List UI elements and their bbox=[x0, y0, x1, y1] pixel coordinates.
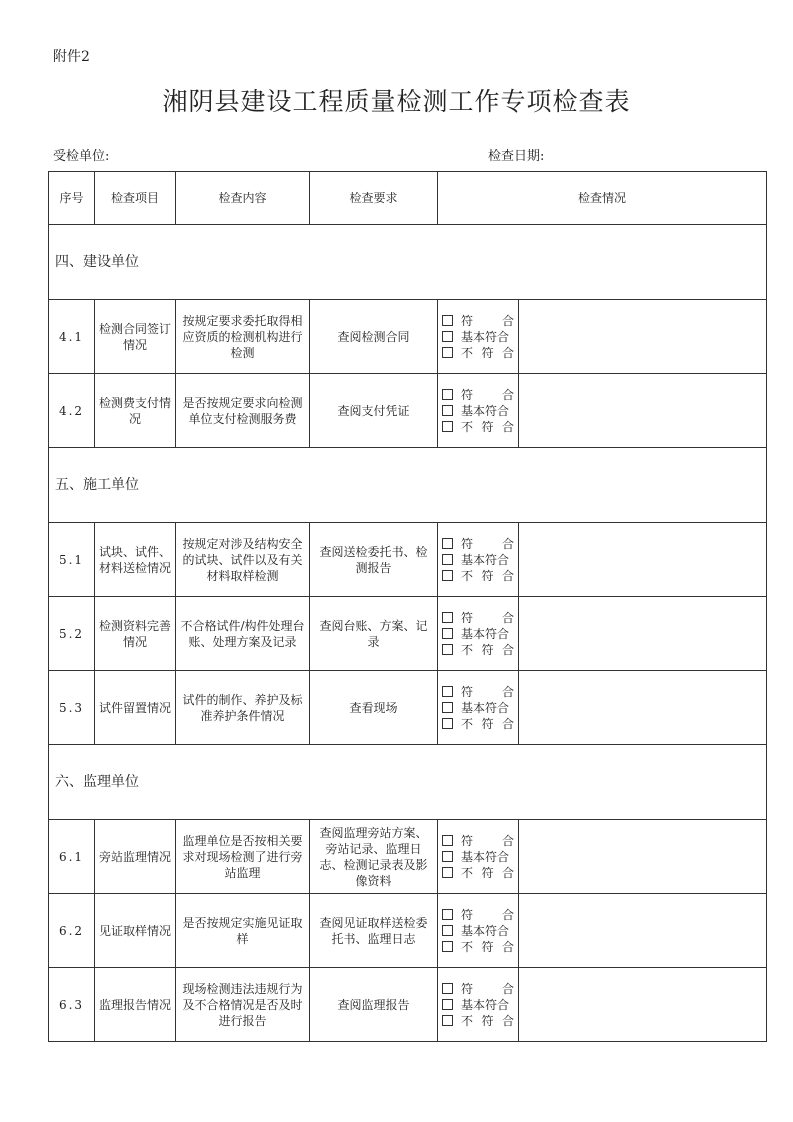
option-label-part: 基本符合 bbox=[461, 700, 510, 715]
option-conform[interactable] bbox=[442, 684, 514, 700]
option-label-part: 合 bbox=[501, 536, 514, 551]
row-number: 6.2 bbox=[49, 894, 95, 968]
option-nonconform[interactable] bbox=[442, 865, 514, 881]
status-options bbox=[438, 894, 519, 968]
option-nonconform[interactable] bbox=[442, 345, 514, 361]
option-label bbox=[461, 419, 514, 435]
check-item: 旁站监理情况 bbox=[95, 820, 176, 894]
check-requirement: 查阅监理报告 bbox=[310, 968, 438, 1042]
option-label-part: 符 bbox=[461, 610, 474, 625]
checkbox-icon[interactable] bbox=[442, 554, 453, 565]
checkbox-icon[interactable] bbox=[442, 421, 453, 432]
option-label-part: 不 bbox=[461, 568, 474, 583]
row-number: 4.2 bbox=[49, 374, 95, 448]
check-content: 现场检测违法违规行为及不合格情况是否及时进行报告 bbox=[176, 968, 310, 1042]
column-header-item: 检查项目 bbox=[95, 172, 176, 225]
option-label-part: 合 bbox=[501, 313, 514, 328]
option-label bbox=[461, 626, 514, 642]
check-content: 是否按规定要求向检测单位支付检测服务费 bbox=[176, 374, 310, 448]
table-row bbox=[49, 597, 767, 671]
option-label-part: 不 bbox=[461, 419, 474, 434]
option-label-part: 不 bbox=[461, 865, 474, 880]
option-label bbox=[461, 536, 514, 552]
checkbox-icon[interactable] bbox=[442, 628, 453, 639]
status-notes-cell[interactable] bbox=[519, 671, 767, 745]
inspected-unit-label: 受检单位: bbox=[53, 149, 110, 164]
option-label-part: 符 bbox=[481, 345, 494, 360]
option-label-part: 不 bbox=[461, 345, 474, 360]
option-label bbox=[461, 568, 514, 584]
check-content: 监理单位是否按相关要求对现场检测了进行旁站监理 bbox=[176, 820, 310, 894]
option-conform[interactable] bbox=[442, 313, 514, 329]
checkbox-icon[interactable] bbox=[442, 331, 453, 342]
option-label bbox=[461, 981, 514, 997]
option-label-part: 符 bbox=[461, 536, 474, 551]
checkbox-icon[interactable] bbox=[442, 867, 453, 878]
check-content: 是否按规定实施见证取样 bbox=[176, 894, 310, 968]
check-requirement: 查阅检测合同 bbox=[310, 300, 438, 374]
option-nonconform[interactable] bbox=[442, 568, 514, 584]
option-label-part: 符 bbox=[461, 313, 474, 328]
status-options bbox=[438, 671, 519, 745]
column-header-no: 序号 bbox=[49, 172, 95, 225]
checkbox-icon[interactable] bbox=[442, 851, 453, 862]
option-label-part: 不 bbox=[461, 716, 474, 731]
option-label-part: 符 bbox=[461, 684, 474, 699]
status-notes-cell[interactable] bbox=[519, 968, 767, 1042]
table-row bbox=[49, 968, 767, 1042]
option-label-part: 不 bbox=[461, 642, 474, 657]
option-label-part: 符 bbox=[461, 981, 474, 996]
option-label-part: 合 bbox=[501, 865, 514, 880]
option-conform[interactable] bbox=[442, 833, 514, 849]
option-label bbox=[461, 716, 514, 732]
check-item: 监理报告情况 bbox=[95, 968, 176, 1042]
option-nonconform[interactable] bbox=[442, 716, 514, 732]
table-row bbox=[49, 820, 767, 894]
option-label bbox=[461, 610, 514, 626]
option-label-part: 合 bbox=[501, 345, 514, 360]
section-title: 六、监理单位 bbox=[49, 745, 767, 820]
option-label-part: 合 bbox=[501, 1013, 514, 1028]
option-label-part: 基本符合 bbox=[461, 329, 510, 344]
status-notes-cell[interactable] bbox=[519, 894, 767, 968]
option-label-part: 符 bbox=[461, 833, 474, 848]
table-row bbox=[49, 523, 767, 597]
option-label bbox=[461, 387, 514, 403]
table-row bbox=[49, 671, 767, 745]
check-item: 试块、试件、材料送检情况 bbox=[95, 523, 176, 597]
option-label-part: 合 bbox=[501, 419, 514, 434]
check-requirement: 查阅台账、方案、记录 bbox=[310, 597, 438, 671]
checkbox-icon[interactable] bbox=[442, 644, 453, 655]
option-label-part: 不 bbox=[461, 939, 474, 954]
option-label-part: 基本符合 bbox=[461, 997, 510, 1012]
check-content: 按规定要求委托取得相应资质的检测机构进行检测 bbox=[176, 300, 310, 374]
checkbox-icon[interactable] bbox=[442, 389, 453, 400]
option-label bbox=[461, 684, 514, 700]
option-label bbox=[461, 403, 514, 419]
option-label bbox=[461, 923, 514, 939]
column-header-status: 检查情况 bbox=[438, 172, 767, 225]
table-row bbox=[49, 300, 767, 374]
checkbox-icon[interactable] bbox=[442, 686, 453, 697]
option-label bbox=[461, 345, 514, 361]
checkbox-icon[interactable] bbox=[442, 405, 453, 416]
status-notes-cell[interactable] bbox=[519, 820, 767, 894]
option-label bbox=[461, 313, 514, 329]
option-basic-conform[interactable] bbox=[442, 700, 514, 716]
option-label-part: 合 bbox=[501, 939, 514, 954]
section-title: 五、施工单位 bbox=[49, 448, 767, 523]
row-number: 6.1 bbox=[49, 820, 95, 894]
checkbox-icon[interactable] bbox=[442, 909, 453, 920]
option-label bbox=[461, 700, 514, 716]
table-row bbox=[49, 374, 767, 448]
option-label bbox=[461, 865, 514, 881]
attachment-label: 附件2 bbox=[53, 49, 90, 65]
status-options bbox=[438, 820, 519, 894]
check-requirement: 查阅支付凭证 bbox=[310, 374, 438, 448]
option-label-part: 基本符合 bbox=[461, 403, 510, 418]
option-label bbox=[461, 907, 514, 923]
option-conform[interactable] bbox=[442, 907, 514, 923]
checkbox-icon[interactable] bbox=[442, 941, 453, 952]
check-item: 检测资料完善情况 bbox=[95, 597, 176, 671]
option-label-part: 合 bbox=[501, 387, 514, 402]
option-basic-conform[interactable] bbox=[442, 403, 514, 419]
option-basic-conform[interactable] bbox=[442, 552, 514, 568]
section-row bbox=[49, 225, 767, 300]
option-label bbox=[461, 849, 514, 865]
option-label-part: 合 bbox=[501, 907, 514, 922]
check-item: 检测费支付情况 bbox=[95, 374, 176, 448]
option-label-part: 基本符合 bbox=[461, 552, 510, 567]
option-label-part: 符 bbox=[481, 419, 494, 434]
option-label-part: 合 bbox=[501, 716, 514, 731]
check-requirement: 查看现场 bbox=[310, 671, 438, 745]
option-label-part: 符 bbox=[481, 865, 494, 880]
option-label-part: 符 bbox=[481, 716, 494, 731]
checkbox-icon[interactable] bbox=[442, 999, 453, 1010]
option-basic-conform[interactable] bbox=[442, 849, 514, 865]
option-label bbox=[461, 552, 514, 568]
option-nonconform[interactable] bbox=[442, 939, 514, 955]
option-conform[interactable] bbox=[442, 981, 514, 997]
row-number: 5.2 bbox=[49, 597, 95, 671]
checkbox-icon[interactable] bbox=[442, 612, 453, 623]
option-label bbox=[461, 642, 514, 658]
checkbox-icon[interactable] bbox=[442, 315, 453, 326]
option-nonconform[interactable] bbox=[442, 642, 514, 658]
check-item: 检测合同签订情况 bbox=[95, 300, 176, 374]
row-number: 5.1 bbox=[49, 523, 95, 597]
status-notes-cell[interactable] bbox=[519, 597, 767, 671]
option-label bbox=[461, 997, 514, 1013]
row-number: 6.3 bbox=[49, 968, 95, 1042]
status-options bbox=[438, 968, 519, 1042]
row-number: 4.1 bbox=[49, 300, 95, 374]
checkbox-icon[interactable] bbox=[442, 835, 453, 846]
check-content: 按规定对涉及结构安全的试块、试件以及有关材料取样检测 bbox=[176, 523, 310, 597]
option-label-part: 符 bbox=[481, 939, 494, 954]
option-label-part: 不 bbox=[461, 1013, 474, 1028]
check-item: 见证取样情况 bbox=[95, 894, 176, 968]
status-options bbox=[438, 597, 519, 671]
option-basic-conform[interactable] bbox=[442, 626, 514, 642]
checkbox-icon[interactable] bbox=[442, 702, 453, 713]
section-row bbox=[49, 745, 767, 820]
checkbox-icon[interactable] bbox=[442, 347, 453, 358]
status-options bbox=[438, 523, 519, 597]
option-conform[interactable] bbox=[442, 536, 514, 552]
option-basic-conform[interactable] bbox=[442, 329, 514, 345]
status-options bbox=[438, 374, 519, 448]
option-basic-conform[interactable] bbox=[442, 997, 514, 1013]
option-label-part: 基本符合 bbox=[461, 923, 510, 938]
option-label-part: 符 bbox=[481, 568, 494, 583]
table-row bbox=[49, 894, 767, 968]
option-label-part: 合 bbox=[501, 610, 514, 625]
check-requirement: 查阅监理旁站方案、旁站记录、监理日志、检测记录表及影像资料 bbox=[310, 820, 438, 894]
check-item: 试件留置情况 bbox=[95, 671, 176, 745]
checkbox-icon[interactable] bbox=[442, 925, 453, 936]
table-header-row bbox=[49, 172, 767, 225]
option-label-part: 符 bbox=[481, 1013, 494, 1028]
option-basic-conform[interactable] bbox=[442, 923, 514, 939]
check-content: 试件的制作、养护及标准养护条件情况 bbox=[176, 671, 310, 745]
option-label-part: 合 bbox=[501, 684, 514, 699]
checkbox-icon[interactable] bbox=[442, 570, 453, 581]
column-header-content: 检查内容 bbox=[176, 172, 310, 225]
check-content: 不合格试件/构件处理台账、处理方案及记录 bbox=[176, 597, 310, 671]
section-row bbox=[49, 448, 767, 523]
checkbox-icon[interactable] bbox=[442, 983, 453, 994]
inspection-table bbox=[48, 171, 767, 1042]
checkbox-icon[interactable] bbox=[442, 718, 453, 729]
check-requirement: 查阅见证取样送检委托书、监理日志 bbox=[310, 894, 438, 968]
option-label bbox=[461, 329, 514, 345]
page-title: 湘阴县建设工程质量检测工作专项检查表 bbox=[162, 87, 631, 116]
option-conform[interactable] bbox=[442, 610, 514, 626]
option-nonconform[interactable] bbox=[442, 419, 514, 435]
option-nonconform[interactable] bbox=[442, 1013, 514, 1029]
status-options bbox=[438, 300, 519, 374]
checkbox-icon[interactable] bbox=[442, 1015, 453, 1026]
check-requirement: 查阅送检委托书、检测报告 bbox=[310, 523, 438, 597]
option-label-part: 基本符合 bbox=[461, 849, 510, 864]
status-notes-cell[interactable] bbox=[519, 523, 767, 597]
row-number: 5.3 bbox=[49, 671, 95, 745]
option-label-part: 合 bbox=[501, 568, 514, 583]
option-label bbox=[461, 1013, 514, 1029]
status-notes-cell[interactable] bbox=[519, 300, 767, 374]
option-label bbox=[461, 939, 514, 955]
option-label-part: 合 bbox=[501, 981, 514, 996]
option-label-part: 合 bbox=[501, 833, 514, 848]
column-header-requirement: 检查要求 bbox=[310, 172, 438, 225]
option-label bbox=[461, 833, 514, 849]
option-label-part: 符 bbox=[461, 907, 474, 922]
option-label-part: 符 bbox=[481, 642, 494, 657]
checkbox-icon[interactable] bbox=[442, 538, 453, 549]
option-label-part: 合 bbox=[501, 642, 514, 657]
inspection-date-label: 检查日期: bbox=[488, 149, 545, 164]
option-conform[interactable] bbox=[442, 387, 514, 403]
status-notes-cell[interactable] bbox=[519, 374, 767, 448]
option-label-part: 符 bbox=[461, 387, 474, 402]
section-title: 四、建设单位 bbox=[49, 225, 767, 300]
option-label-part: 基本符合 bbox=[461, 626, 510, 641]
